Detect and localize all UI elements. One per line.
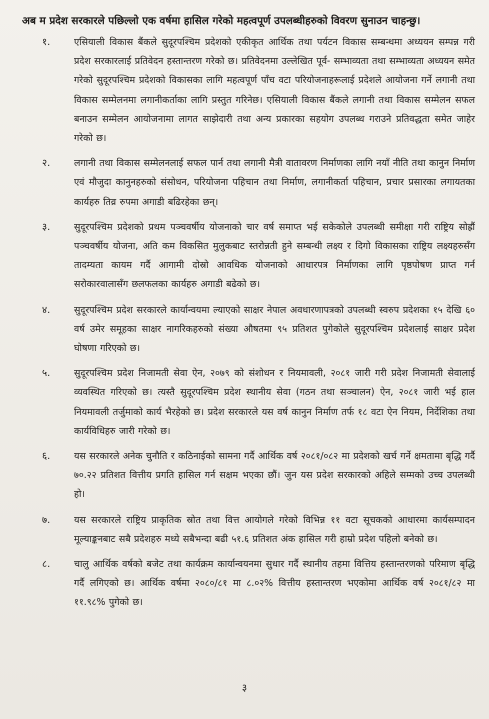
section-heading: अब म प्रदेश सरकारले पछिल्लो एक वर्षमा हासिल गरेको महत्वपूर्ण उपलब्धीहरुको विवरण सुनाउन चाहन्छु। (22, 15, 421, 27)
item-text: लगानी तथा विकास सम्मेलनलाई सफल पार्न तथा लगानी मैत्री वातावरण निर्माणका लागि नयाँ नीति तथा कानुन निर्माण एवं मौजुदा कानुनहरुको संसोधन, परियोजना पहिचान तथा निर्माण, लगानीकर्ता पहिचान, प्रचार प्रसारका लगायतका कार्यहरु तिव्र रुपमा अगाडी बढिरहेका छन्। (74, 158, 475, 208)
item-text: चालु आर्थिक वर्षको बजेट तथा कार्यक्रम कार्यान्वयनमा सुधार गर्दै स्थानीय तहमा वित्तिय हस्तान्तरणको परिमाण बृद्धि गर्दै लगिएको छ। आर्थिक वर्षमा २०८०/८१ मा ८.०२% वित्तीय हस्तान्तरण भएकोमा आर्थिक वर्ष २०८१/८२ मा ११.९८% पुगेको छ। (74, 559, 475, 609)
item-number: ३. (42, 221, 51, 233)
list-item (14, 364, 475, 441)
item-text: यस सरकारले अनेक चुनौति र कठिनाईको सामना गर्दै आर्थिक वर्ष २०८१/०८२ मा प्रदेशको खर्च गर्ने क्षमतामा बृद्धि गर्दै ७०.२२ प्रतिशत वित्तीय प्रगति हासिल गर्न सक्षम भएका छौं। जुन यस प्रदेश सरकारको अहिले सम्मको उच्च उपलब्धी हो। (74, 451, 475, 501)
list-item (14, 555, 475, 613)
item-text: सुदूरपश्चिम प्रदेशको प्रथम पञ्चवर्षीय योजनाको चार वर्ष समाप्त भई सकेकोले उपलब्धी समीक्षा गरी राष्ट्रिय सोह्रौं पञ्चवर्षीय योजना, अति कम विकसित मुलुकबाट स्तरोन्नती हुने सम्बन्धी लक्ष्य र दिगो विकासका राष्ट्रिय लक्ष्यहरुसँग तादम्यता कायम गर्दै आगामी दोस्रो आवधिक योजनाको आधारपत्र निर्माणका लागि पृष्ठपोषण प्राप्त गर्न सरोकारवालासँग छलफलका कार्यहरु अगाडी बढेको छ। (74, 221, 475, 291)
list-item (14, 218, 475, 295)
item-number: ४. (42, 304, 51, 316)
list-item (14, 33, 475, 148)
item-text: सुदूरपश्चिम प्रदेश निजामती सेवा ऐन, २०७९ को संशोधन र नियमावली, २०८१ जारी गरी प्रदेश निजामती सेवालाई व्यवस्थित गरिएको छ। त्यस्तै सुदूरपश्चिम प्रदेश स्थानीय सेवा (गठन तथा सञ्चालन) ऐन, २०८१ जारी भई हाल नियमावली तर्जुमाको कार्य भैरहेको छ। प्रदेश सरकारले यस वर्ष कानुन निर्माण तर्फ १८ वटा ऐन नियम, निर्देशिका तथा कार्यविधिहरु जारी गरेको छ। (74, 368, 475, 437)
list-item (14, 511, 475, 549)
item-number: ५. (42, 368, 51, 380)
page-number: ३ (241, 683, 248, 694)
item-number: ८. (42, 559, 51, 571)
item-text: एसियाली विकास बैंकले सुदूरपश्चिम प्रदेशको एकीकृत आर्थिक तथा पर्यटन विकास सम्बन्धमा अध्ययन सम्पन्न गरी प्रदेश सरकारलाई प्रतिवेदन हस्तान्तरण गरेको छ। प्रतिवेदनमा उल्लेखित पूर्व- सम्भाव्यता तथा सम्भाव्यता अध्ययन समेत गरेको सुदूरपश्चिम प्रदेशको विकासका लागि महत्वपूर्ण पाँच वटा परियोजनाहरूलाई प्रदेशले आयोजना गर्ने लगानी तथा विकास सम्मेलनमा लगानीकर्ताका लागि प्रस्तुत गरिनेछ। एसियाली विकास बैंकले लगानी तथा विकास सम्मेलन सफल बनाउन सम्मेलन आयोजनामा लागत साझेदारी तथा अन्य प्रकारका सहयोग उपलब्ध गराउने प्रतिवद्धता समेत जाहेर गरेको छ। (74, 37, 475, 145)
item-number: १. (42, 37, 51, 48)
list-item (14, 447, 475, 505)
item-number: ७. (42, 514, 51, 526)
item-text: सुदूरपश्चिम प्रदेश सरकारले कार्यान्वयमा ल्याएको साक्षर नेपाल अवधारणापत्रको उपलब्धी स्वरुप प्रदेशका १५ देखि ६० वर्ष उमेर समूहका साक्षर नागरिकहरुको संख्या औषतमा ९५ प्रतिशत पुगेकोले सुदूरपश्चिम प्रदेशलाई साक्षर प्रदेश घोषणा गरिएको छ। (74, 304, 475, 355)
list-item (14, 154, 475, 212)
item-number: २. (42, 158, 51, 170)
item-text: यस सरकारले राष्ट्रिय प्राकृतिक स्रोत तथा वित्त आयोगले गरेको विभिन्न ११ वटा सूचकको आधारमा कार्यसम्पादन मूल्याङ्कनबाट सबै प्रदेशहरु मध्ये सबैभन्दा बढी ५१.६ प्रतिशत अंक हासिल गरी हाम्रो प्रदेश पहिलो बनेको छ। (74, 514, 475, 545)
achievement-list (14, 33, 475, 613)
item-number: ६. (42, 451, 51, 463)
list-item (14, 301, 475, 359)
